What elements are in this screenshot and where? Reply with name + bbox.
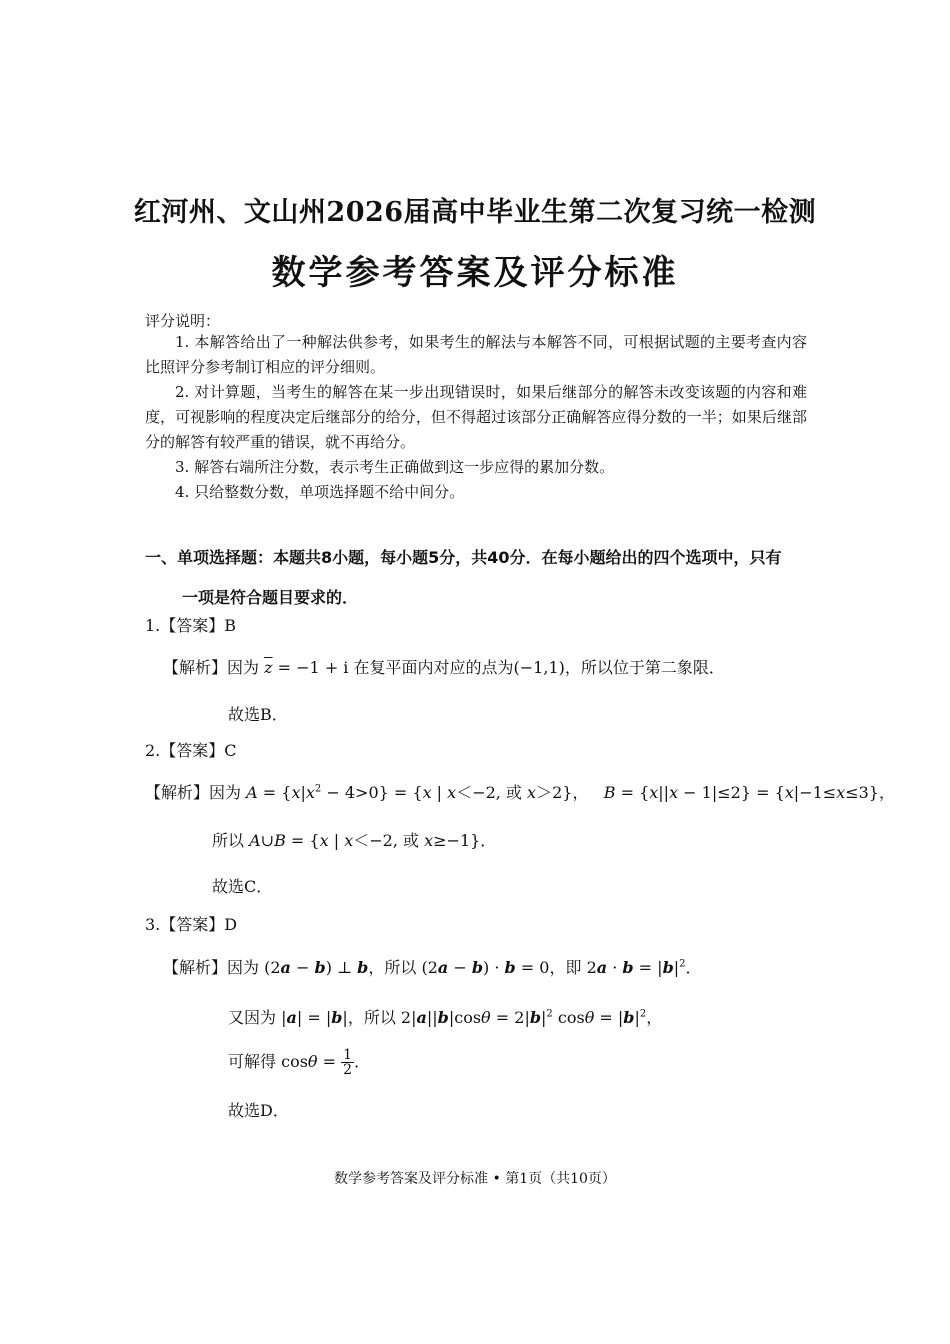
q1-formula: $\overline{z} = -1 + i$ [264, 658, 349, 677]
section-heading-single-choice [145, 538, 810, 618]
q1-point: (−1,1) [513, 658, 565, 677]
q3-formula-cos: $2|a||b|\cos\theta = 2|b|^2$ $\cos\theta = |b|^2$， [400, 1008, 663, 1027]
q2-union-formula: A∪B = {x | x＜−2, 或 x≥−1}． [249, 831, 497, 850]
q2-analysis: 【解析】因为 $A = \{x|x^2 - 4>0\} = \{x$ | x＜−2, 或 x＞2}， B = {x||x − 1|≤2} = {x|−1≤x≤3}， [145, 783, 895, 802]
section-heading-line1: 一、单项选择题：本题共8小题，每小题5分，共40分．在每小题给出的四个选项中，只有 [145, 548, 782, 567]
q3-answer: 3.【答案】D [145, 915, 238, 934]
grading-notes-heading: 评分说明： [145, 312, 221, 330]
q3-formula-result: cosθ = [281, 1052, 342, 1071]
document-title: 红河州、文山州2026届高中毕业生第二次复习统一检测 [133, 197, 817, 228]
q3-analysis: 【解析】因为 (2a − b) ⊥ b，所以 (2a − b) · b = 0，即 $2a \cdot b = |b|^2$． [163, 958, 702, 977]
q3-formula-equal-norm: |a| = |b| [281, 1008, 348, 1027]
document-subtitle: 数学参考答案及评分标准 [271, 253, 679, 293]
q3-formula-norm: $2a \cdot b = |b|^2$． [586, 958, 702, 977]
q2-formula-b: B = {x||x − 1|≤2} = {x|−1≤x≤3}， [603, 783, 895, 802]
q2-answer: 2.【答案】C [145, 741, 237, 760]
q2-formula-a: $A = \{x|x^2 - 4>0\} = \{x$ | x＜−2, 或 x＞2}， [246, 783, 589, 802]
q2-union-line: 所以 A∪B = {x | x＜−2, 或 x≥−1}． [212, 831, 497, 850]
q3-formula-dot: (2a − b) · b = 0 [421, 958, 550, 977]
q3-formula-perp: (2a − b) ⊥ b [264, 958, 369, 977]
q3-conclusion: 故选D． [228, 1101, 289, 1120]
q3-line3: 可解得 cosθ = $\frac{1}{2}$ ． [228, 1047, 371, 1078]
q1-analysis: 【解析】因为 $\overline{z} = -1 + i$ 在复平面内对应的点为(−1,1)，所以位于第二象限． [163, 658, 725, 677]
section-heading-line2: 一项是符合题目要求的． [182, 588, 359, 607]
q3-fraction: $\frac{1}{2}$ [343, 1047, 353, 1078]
q1-analysis-tag: 【解析】 [163, 658, 228, 677]
q3-analysis-tag: 【解析】 [163, 958, 228, 977]
grading-note-4: 4. 只给整数分数，单项选择题不给中间分。 [175, 483, 465, 501]
grading-note-1: 1. 本解答给出了一种解法供参考，如果考生的解法与本解答不同，可根据试题的主要考查内容比照评分参考制订相应的评分细则。 [145, 333, 807, 376]
grading-note-2: 2. 对计算题，当考生的解答在某一步出现错误时，如果后继部分的解答未改变该题的内容和难度，可视影响的程度决定后继部分的给分，但不得超过该部分正确解答应得分数的一半；如果后继部分的解答有较严重的错误，就不再给分。 [145, 383, 807, 451]
page-footer: 数学参考答案及评分标准 • 第1页（共10页） [334, 1171, 616, 1187]
grading-note-3: 3. 解答右端所注分数，表示考生正确做到这一步应得的累加分数。 [175, 458, 615, 476]
q3-line2: 又因为 |a| = |b|，所以 $2|a||b|\cos\theta = 2|b|^2$ $\cos\theta = |b|^2$， [228, 1008, 663, 1027]
q1-answer: 1.【答案】B [145, 616, 237, 635]
q1-conclusion: 故选B． [228, 705, 288, 724]
q2-conclusion: 故选C． [212, 877, 273, 896]
q2-analysis-tag: 【解析】 [145, 783, 210, 802]
